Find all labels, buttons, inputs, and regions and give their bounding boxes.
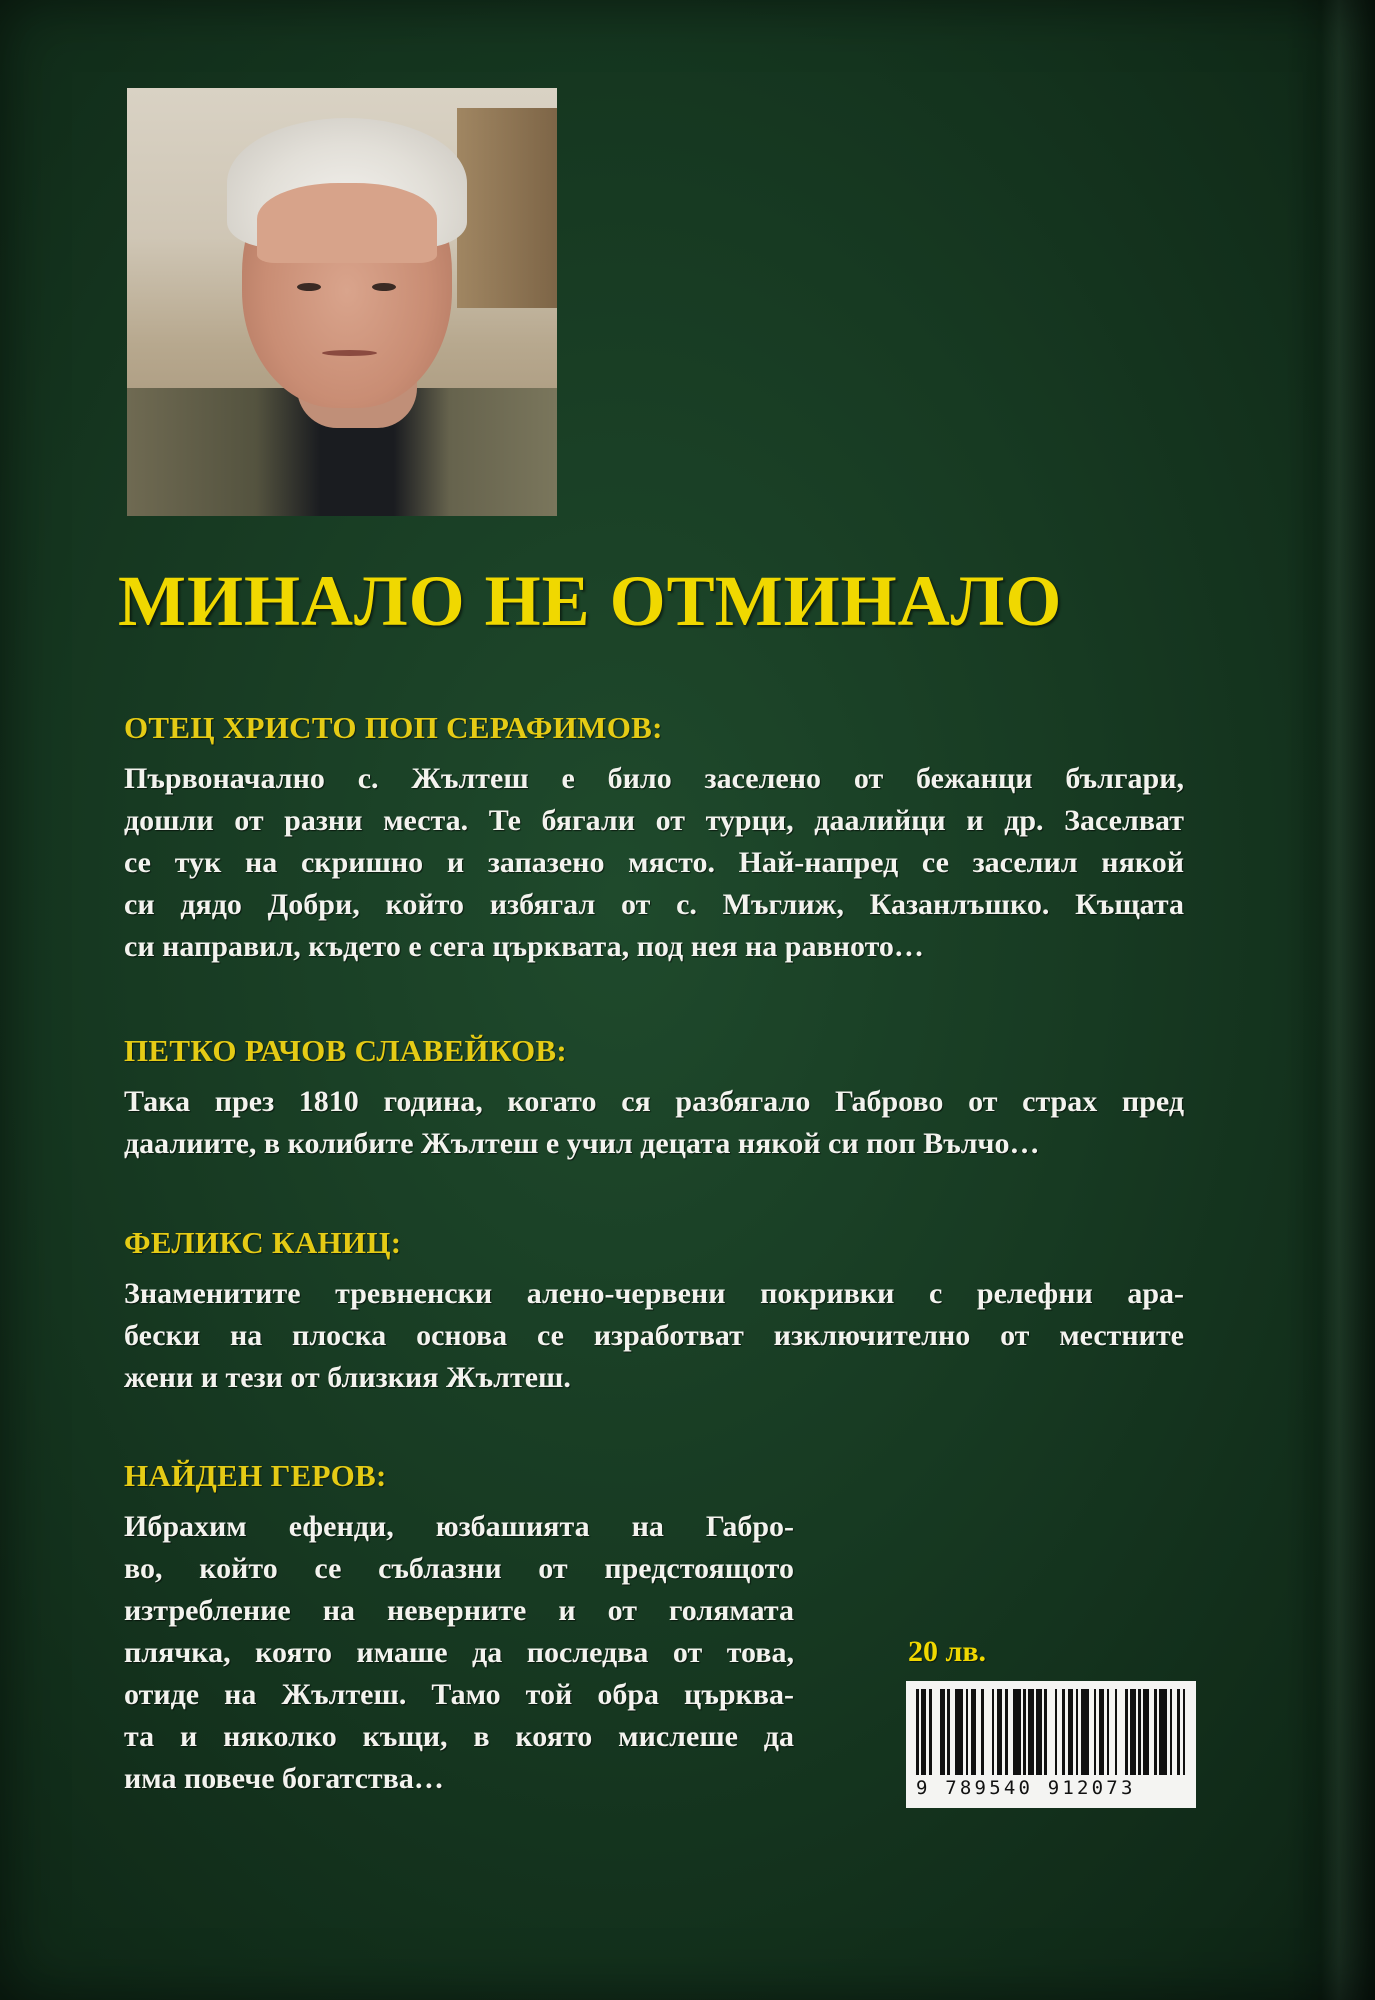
spine-fold — [1285, 0, 1375, 2000]
quote-section-slaveykov — [124, 1033, 1184, 1165]
quote-author-heading: ФЕЛИКС КАНИЦ: — [124, 1225, 402, 1260]
quote-line: та и няколко къщи, в която мислеше да — [124, 1720, 794, 1753]
barcode-bar — [1081, 1689, 1089, 1775]
author-photo — [127, 88, 557, 516]
quote-section-kanitz — [124, 1225, 1184, 1399]
quote-section-serafimov — [124, 710, 1184, 968]
quote-line: во, който се съблазни от предстоящото — [124, 1552, 794, 1585]
barcode-bar — [1013, 1689, 1021, 1775]
quote-line: бески на плоска основа се изработват изключително от местните — [124, 1319, 1184, 1352]
barcode-bar — [1159, 1689, 1167, 1775]
barcode-bar — [1117, 1689, 1125, 1775]
isbn-digits: 9 789540 912073 — [916, 1777, 1136, 1799]
quote-line: Първоначално с. Жълтеш е било заселено от бежанци българи, — [124, 762, 1184, 795]
quote-line: отиде на Жълтеш. Тамо той обра църква- — [124, 1678, 794, 1711]
quote-line: си направил, където е сега църквата, под нея на равното… — [124, 930, 924, 963]
quote-section-gerov — [124, 1458, 794, 1800]
barcode-bar — [932, 1689, 940, 1775]
quote-text — [124, 1273, 1184, 1399]
quote-text — [124, 758, 1184, 968]
quote-author-heading: ПЕТКО РАЧОВ СЛАВЕЙКОВ: — [124, 1033, 567, 1068]
quote-line: си дядо Добри, който избягал от с. Мъглиж, Казанлъшко. Къщата — [124, 888, 1184, 921]
quote-author-heading: ОТЕЦ ХРИСТО ПОП СЕРАФИМОВ: — [124, 710, 663, 745]
quote-line: Знаменитите тревненски алено-червени покривки с релефни ара- — [124, 1277, 1184, 1310]
quote-line: жени и тези от близкия Жълтеш. — [124, 1361, 571, 1394]
quote-line: дошли от разни места. Те бягали от турци, даалийци и др. Заселват — [124, 804, 1184, 837]
barcode-bar — [984, 1689, 992, 1775]
quote-text — [124, 1081, 1184, 1165]
quote-line: даалиите, в колибите Жълтеш е учил децата някой си поп Вълчо… — [124, 1127, 1040, 1160]
barcode-bar — [1047, 1689, 1055, 1775]
barcode-bar — [955, 1689, 963, 1775]
quote-text — [124, 1506, 794, 1800]
quote-line: има повече богатства… — [124, 1762, 444, 1795]
quote-line: изтребление на неверните и от голямата — [124, 1594, 794, 1627]
isbn-barcode — [906, 1681, 1196, 1808]
barcode-bar — [1183, 1689, 1186, 1775]
quote-author-heading: НАЙДЕН ГЕРОВ: — [124, 1458, 387, 1493]
quote-line: Така през 1810 година, когато ся разбягало Габрово от страх пред — [124, 1085, 1184, 1118]
price-label: 20 лв. — [908, 1635, 987, 1668]
quote-line: се тук на скришно и запазено място. Най-напред се заселил някой — [124, 846, 1184, 879]
barcode-bars — [916, 1689, 1186, 1775]
quote-line: Ибрахим ефенди, юзбашията на Габро- — [124, 1510, 794, 1543]
quote-line: плячка, която имаше да последва от това, — [124, 1636, 794, 1669]
book-title: МИНАЛО НЕ ОТМИНАЛО — [118, 561, 1063, 641]
